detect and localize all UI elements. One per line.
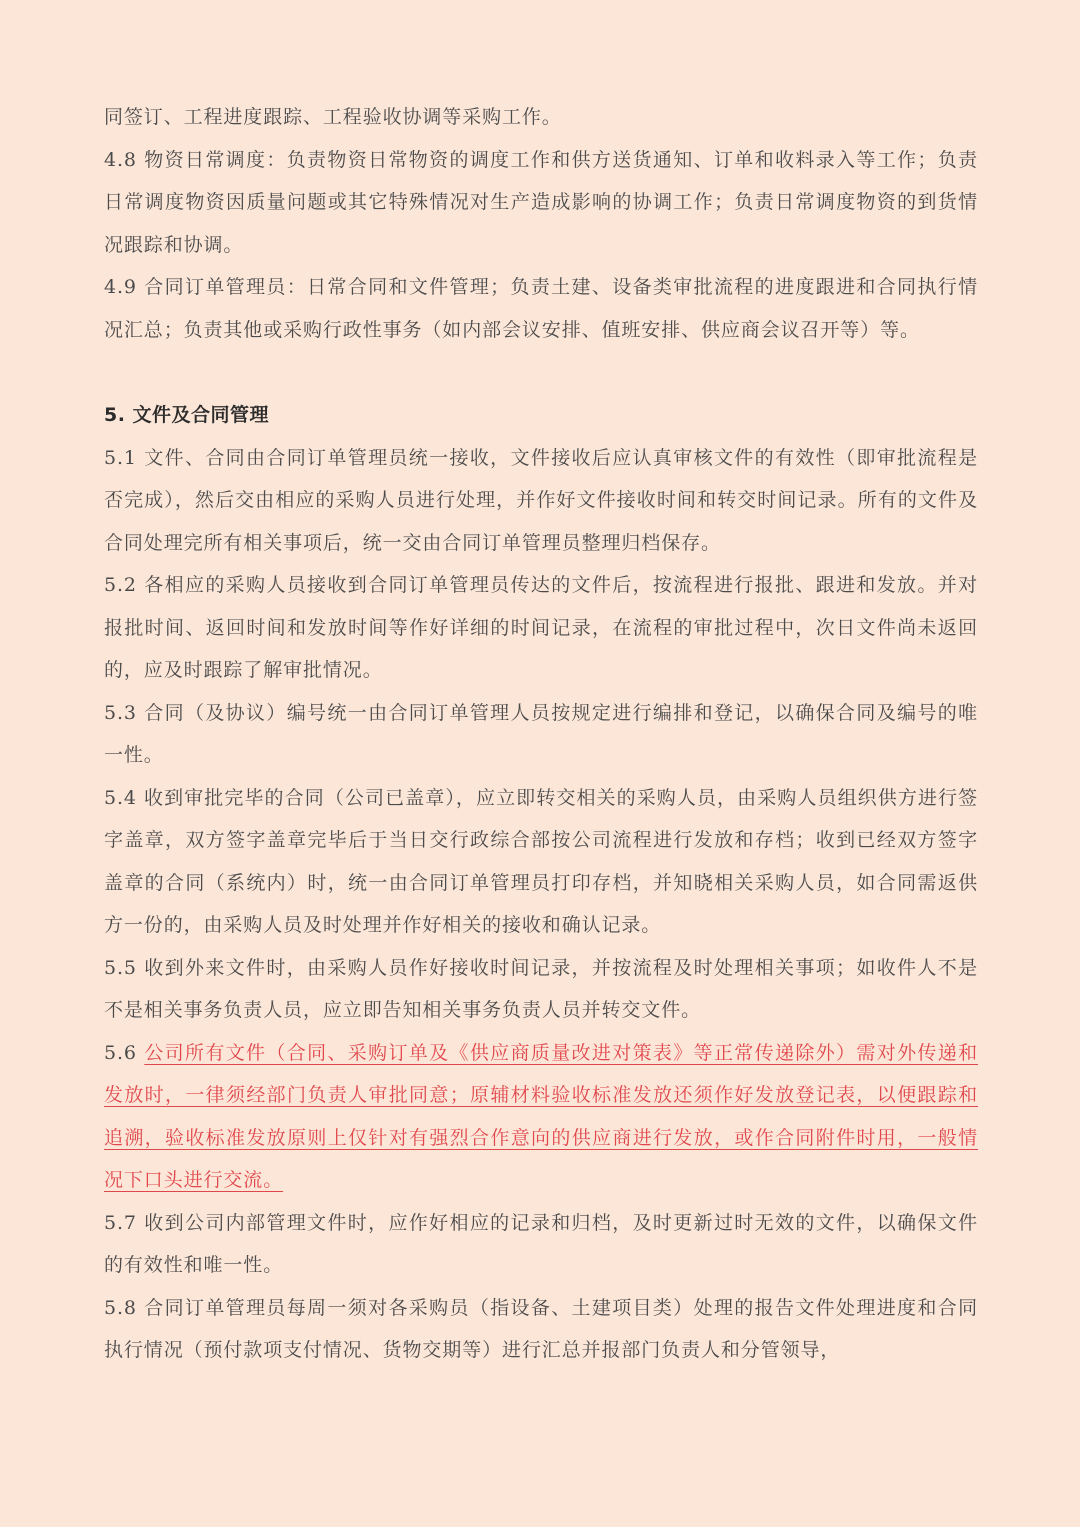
paragraph-5-6 [104, 1032, 978, 1202]
paragraph-5-5: 5.5 收到外来文件时，由采购人员作好接收时间记录，并按流程及时处理相关事项；如收件人不是不是相关事务负责人员，应立即告知相关事务负责人员并转交文件。 [104, 956, 978, 1021]
section-heading-5: 5. 文件及合同管理 [104, 404, 270, 426]
paragraph-4-9: 4.9 合同订单管理员：日常合同和文件管理；负责土建、设备类审批流程的进度跟进和合同执行情况汇总；负责其他或采购行政性事务（如内部会议安排、值班安排、供应商会议召开等）等。 [104, 276, 978, 341]
paragraph-5-4: 5.4 收到审批完毕的合同（公司已盖章），应立即转交相关的采购人员，由采购人员组织供方进行签字盖章，双方签字盖章完毕后于当日交行政综合部按公司流程进行发放和存档；收到已经双方签字盖章的合同（系统内）时，统一由合同订单管理员打印存档，并知晓相关采购人员，如合同需返供方一份的，由采购人员及时处理并作好相关的接收和确认记录。 [104, 786, 978, 936]
document-page [104, 96, 978, 1372]
paragraph-5-8: 5.8 合同订单管理员每周一须对各采购员（指设备、土建项目类）处理的报告文件处理进度和合同执行情况（预付款项支付情况、货物交期等）进行汇总并报部门负责人和分管领导， [104, 1296, 978, 1361]
paragraph-5-6-highlighted-text: 公司所有文件（合同、采购订单及《供应商质量改进对策表》等正常传递除外）需对外传递和发放时，一律须经部门负责人审批同意；原辅材料验收标准发放还须作好发放登记表，以便跟踪和追溯，验收标准发放原则上仅针对有强烈合作意向的供应商进行发放，或作合同附件时用，一般情况下口头进行交流。 [104, 1041, 979, 1191]
paragraph-5-7: 5.7 收到公司内部管理文件时，应作好相应的记录和归档，及时更新过时无效的文件，以确保文件的有效性和唯一性。 [104, 1211, 978, 1276]
section-spacer [104, 351, 978, 394]
paragraph-5-6-number: 5.6 [104, 1041, 145, 1064]
paragraph-5-2: 5.2 各相应的采购人员接收到合同订单管理员传达的文件后，按流程进行报批、跟进和发放。并对报批时间、返回时间和发放时间等作好详细的时间记录，在流程的审批过程中，次日文件尚未返回的，应及时跟踪了解审批情况。 [104, 574, 978, 681]
paragraph-4-7-continued: 同签订、工程进度跟踪、工程验收协调等采购工作。 [104, 106, 562, 128]
paragraph-4-8: 4.8 物资日常调度：负责物资日常物资的调度工作和供方送货通知、订单和收料录入等工作；负责日常调度物资因质量问题或其它特殊情况对生产造成影响的协调工作；负责日常调度物资的到货情况跟踪和协调。 [104, 148, 978, 256]
paragraph-5-3: 5.3 合同（及协议）编号统一由合同订单管理人员按规定进行编排和登记，以确保合同及编号的唯一性。 [104, 701, 978, 766]
paragraph-5-1: 5.1 文件、合同由合同订单管理员统一接收，文件接收后应认真审核文件的有效性（即审批流程是否完成），然后交由相应的采购人员进行处理，并作好文件接收时间和转交时间记录。所有的文件及合同处理完所有相关事项后，统一交由合同订单管理员整理归档保存。 [104, 446, 978, 554]
